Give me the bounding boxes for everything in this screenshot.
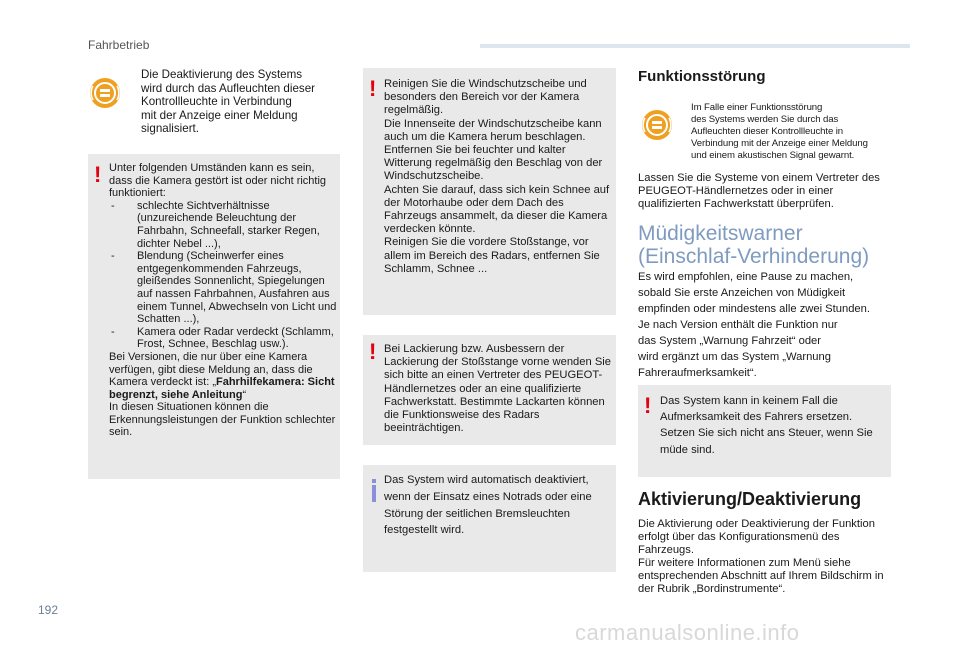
page-number: 192 [38,603,59,617]
exclamation-icon: ! [369,339,377,364]
section-title: Fahrbetrieb [88,38,150,52]
fault-instruction: Lassen Sie die Systeme von einem Vertreter des PEUGEOT-Händlernetzes oder in einer qualifizierten Fachwerkstatt überprüfen. [638,172,880,211]
warning-final: In diesen Situationen können die Erkennungsleistungen der Funktion schlechter sein. [109,401,336,439]
cleaning-text-3: Achten Sie darauf, dass sich kein Schnee auf der Motorhaube oder dem Dach des Fahrzeugs ansammelt, da dieser die Kamera verdecken könnte. [384,183,610,236]
camera-warning-box [88,154,340,479]
cleaning-warning-box [363,68,616,315]
header-bar [480,44,910,48]
exclamation-icon: ! [369,76,377,101]
watermark: carmanualsonline.info [575,620,800,645]
warning-lamp-icon [88,76,122,110]
fatigue-body-text: Es wird empfohlen, eine Pause zu machen, sobald Sie erste Anzeichen von Müdigkeit empfinden oder mindestens alle zwei Stunden. Je nach Version enthält die Funktion nur das System „Warnung Fahrzeit“ oder wird ergänzt um das System „Warnung Fahreraufmerksamkeit“. [638,271,870,379]
fatigue-warning-box [638,385,891,477]
info-icon [372,485,376,502]
warning-camera-note: Bei Versionen, die nur über eine Kamera verfügen, gibt diese Meldung an, dass die Kamera verdeckt ist: „Fahrhilfekamera: Sicht begrenzt, siehe Anleitung“ [109,350,335,401]
warning-intro: Unter folgenden Umständen kann es sein, dass die Kamera gestört ist oder nicht richtig funktioniert: [109,162,327,200]
exclamation-icon: ! [94,162,102,187]
list-item: - Kamera oder Radar verdeckt (Schlamm, Frost, Schnee, Beschlag usw.). [109,326,337,351]
info-box [363,465,616,572]
cleaning-text-1: Reinigen Sie die Windschutzscheibe und besonders den Bereich vor der Kamera regelmäßig. [384,78,587,117]
paint-warning-text: Bei Lackierung bzw. Ausbessern der Lackierung der Stoßstange vorne wenden Sie sich bitte an einen Vertreter des PEUGEOT-Händlernetzes oder an eine qualifizierte Fachwerkstatt. Bestimmte Lackarten können die Funktionsweise des Radars beeinträchtigen. [384,343,612,435]
fault-heading: Funktionsstörung [638,68,766,85]
exclamation-icon: ! [644,393,652,418]
activation-heading: Aktivierung/Deaktivierung [638,489,862,509]
fault-lamp-text: Im Falle einer Funktionsstörung des Systems werden Sie durch das Aufleuchten dieser Kontrollleuchte in Verbindung mit der Anzeige einer Meldung und einem akustischen Signal gewarnt. [691,102,868,161]
deactivation-lamp-text: Die Deaktivierung des Systems wird durch das Aufleuchten dieser Kontrollleuchte in Verbindung mit der Anzeige einer Meldung signalisiert. [141,68,316,136]
list-item: - Blendung (Scheinwerfer eines entgegenkommenden Fahrzeugs, gleißendes Sonnenlicht, Spiegelungen auf nassen Fahrbahnen, Ausfahren aus einem Tunnel, Abwechseln von Licht und Schatten ...), [109,250,337,326]
paint-warning-box [363,335,616,445]
fault-lamp-icon [640,108,674,142]
info-text: Das System wird automatisch deaktiviert, wenn der Einsatz eines Notrads oder eine Störung der seitlichen Bremsleuchten festgestellt wird. [384,474,592,537]
list-item: - schlechte Sichtverhältnisse (unzureichende Beleuchtung der Fahrbahn, Schneefall, starker Regen, dichter Nebel ...), [109,200,337,250]
cleaning-text-4: Reinigen Sie die vordere Stoßstange, vor allem im Bereich des Radars, entfernen Sie Schlamm, Schnee ... [384,236,600,275]
page-title: Müdigkeitswarner (Einschlaf-Verhinderung) [638,222,870,268]
activation-text: Die Aktivierung oder Deaktivierung der Funktion erfolgt über das Konfigurationsmenü des Fahrzeugs. Für weitere Informationen zum Menü siehe entsprechenden Abschnitt auf Ihrem Bildschirm in der Rubrik „Bordinstrumente“. [638,518,884,595]
cleaning-text-2: Die Innenseite der Windschutzscheibe kann auch um die Kamera herum beschlagen. Entfernen Sie bei feuchter und kalter Witterung regelmäßig den Beschlag von der Windschutzscheibe. [384,117,603,183]
fatigue-warning-text: Das System kann in keinem Fall die Aufmerksamkeit des Fahrers ersetzen. Setzen Sie sich nicht ans Steuer, wenn Sie müde sind. [660,395,873,456]
